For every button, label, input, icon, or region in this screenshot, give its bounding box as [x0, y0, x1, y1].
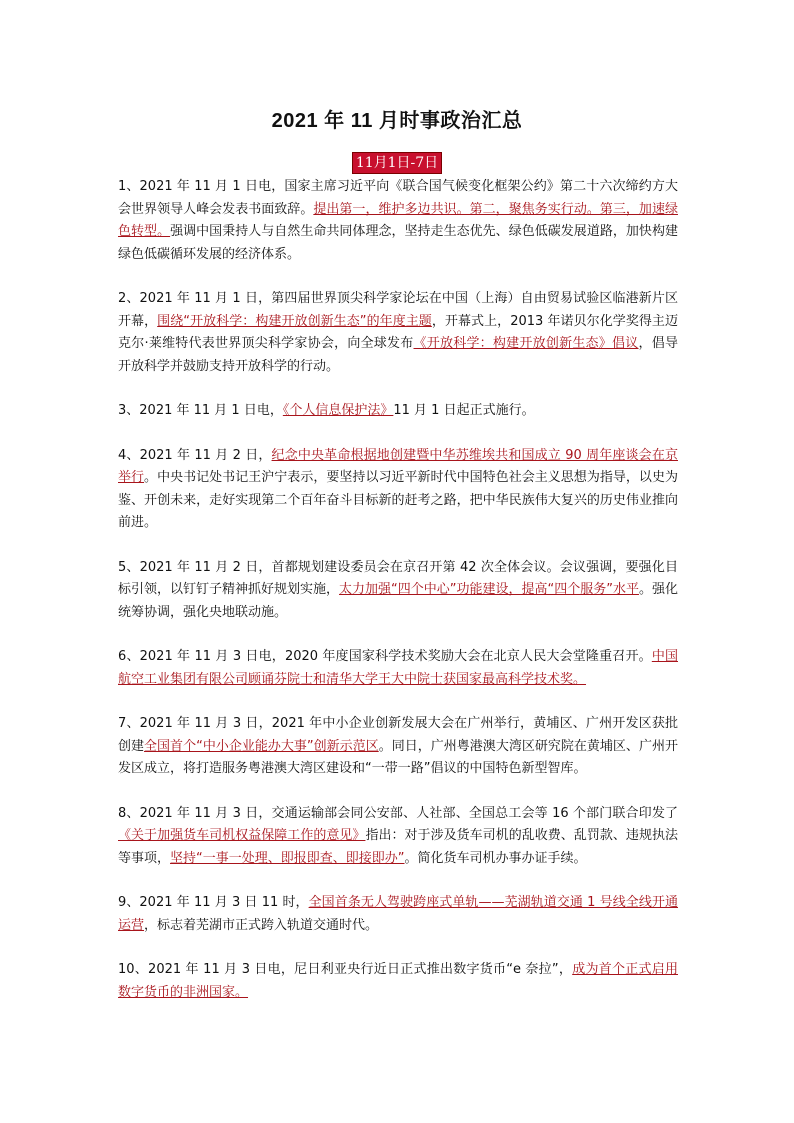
page-title: 2021 年 11 月时事政治汇总	[271, 110, 523, 132]
news-item	[118, 713, 678, 781]
item-highlight: 全国首条无人驾驶跨座式单轨——芜湖轨道交通 1 号线全线开通运营	[118, 895, 678, 933]
news-item	[118, 803, 678, 871]
week-label: 11月1日-7日	[352, 152, 442, 174]
news-item	[118, 445, 678, 535]
item-highlight: 纪念中央革命根据地创建暨中华苏维埃共和国成立 90 周年座谈会在京举行	[118, 447, 678, 485]
item-text: 8、2021 年 11 月 3 日，交通运输部会同公安部、人社部、全国总工会等 16 个部门联合印发了	[118, 805, 678, 821]
item-highlight: 提出第一，维护多边共识。第二，聚焦务实行动。第三，加速绿色转型。	[118, 201, 678, 239]
item-text: 7、2021 年 11 月 3 日，2021 年中小企业创新发展大会在广州举行，黄埔区、广州开发区获批创建	[118, 716, 678, 754]
item-highlight: 《关于加强货车司机权益保障工作的意见》	[118, 828, 366, 843]
item-text: 1、2021 年 11 月 1 日电，国家主席习近平向《联合国气候变化框架公约》第二十六次缔约方大会世界领导人峰会发表书面致辞。	[118, 179, 678, 217]
item-text: 6、2021 年 11 月 3 日电，2020 年度国家科学技术奖励大会在北京人民大会堂隆重召开。	[118, 649, 652, 664]
news-item	[118, 400, 678, 423]
item-text: ，倡导开放科学并鼓励支持开放科学的行动。	[118, 336, 678, 374]
item-text: 9、2021 年 11 月 3 日 11 时，	[118, 895, 309, 910]
item-highlight: 太力加强“四个中心”功能建设，提高“四个服务”水平	[339, 582, 639, 597]
item-text: 10、2021 年 11 月 3 日电，尼日利亚央行近日正式推出数字货币“e 奈拉”，	[118, 962, 573, 977]
item-text: 。中央书记处书记王沪宁表示，要坚持以习近平新时代中国特色社会主义思想为指导，以史为鉴、开创未来，走好实现第二个百年奋斗目标新的赶考之路，把中华民族伟大复兴的历史伟业推向前进。	[118, 470, 678, 530]
week-badge	[0, 152, 794, 174]
item-text: 3、2021 年 11 月 1 日电，	[118, 403, 283, 418]
news-item	[118, 288, 678, 378]
item-highlight: 成为首个正式启用数字货币的非洲国家。	[118, 962, 678, 1000]
news-item	[118, 959, 678, 1004]
item-text: 指出：对于涉及货车司机的乱收费、乱罚款、违规执法等事项，	[118, 828, 678, 866]
item-text: ，标志着芜湖市正式跨入轨道交通时代。	[144, 917, 379, 933]
item-text: ，开幕式上，2013 年诺贝尔化学奖得主迈克尔·莱维特代表世界顶尖科学家协会，向全球发布	[118, 313, 678, 351]
item-highlight: 中国航空工业集团有限公司顾诵芬院士和清华大学王大中院士获国家最高科学技术奖。	[118, 649, 678, 687]
item-text: 11 月 1 日起正式施行。	[393, 403, 535, 418]
item-highlight: 《开放科学：构建开放创新生态》倡议	[413, 336, 639, 351]
news-item	[118, 646, 678, 691]
item-text: 5、2021 年 11 月 2 日，首都规划建设委员会在京召开第 42 次全体会议。会议强调，要强化目标引领，以钉钉子精神抓好规划实施，	[118, 559, 678, 597]
item-highlight: 坚持“一事一处理、即报即查、即接即办”	[170, 850, 405, 866]
item-text: 。强化统筹协调，强化央地联动施。	[118, 582, 678, 620]
news-item	[118, 892, 678, 937]
item-text: 。同日，广州粤港澳大湾区研究院在黄埔区、广州开发区成立，将打造服务粤港澳大湾区建设和“一带一路”倡议的中国特色新型智库。	[118, 738, 678, 776]
item-highlight: 围绕“开放科学：构建开放创新生态”的年度主题	[157, 313, 432, 329]
item-text: 2、2021 年 11 月 1 日，第四届世界顶尖科学家论坛在中国（上海）自由贸易试验区临港新片区开幕，	[118, 291, 678, 329]
news-list	[118, 176, 678, 1026]
item-text: 强调中国秉持人与自然生命共同体理念，坚持走生态优先、绿色低碳发展道路，加快构建绿色低碳循环发展的经济体系。	[118, 224, 678, 262]
item-highlight: 全国首个“中小企业能办大事”创新示范区	[144, 738, 379, 754]
item-text: 4、2021 年 11 月 2 日，	[118, 447, 272, 463]
item-highlight: 《个人信息保护法》	[282, 403, 394, 418]
news-item	[118, 176, 678, 266]
news-item	[118, 557, 678, 625]
item-text: 。简化货车司机办事办证手续。	[404, 850, 587, 866]
